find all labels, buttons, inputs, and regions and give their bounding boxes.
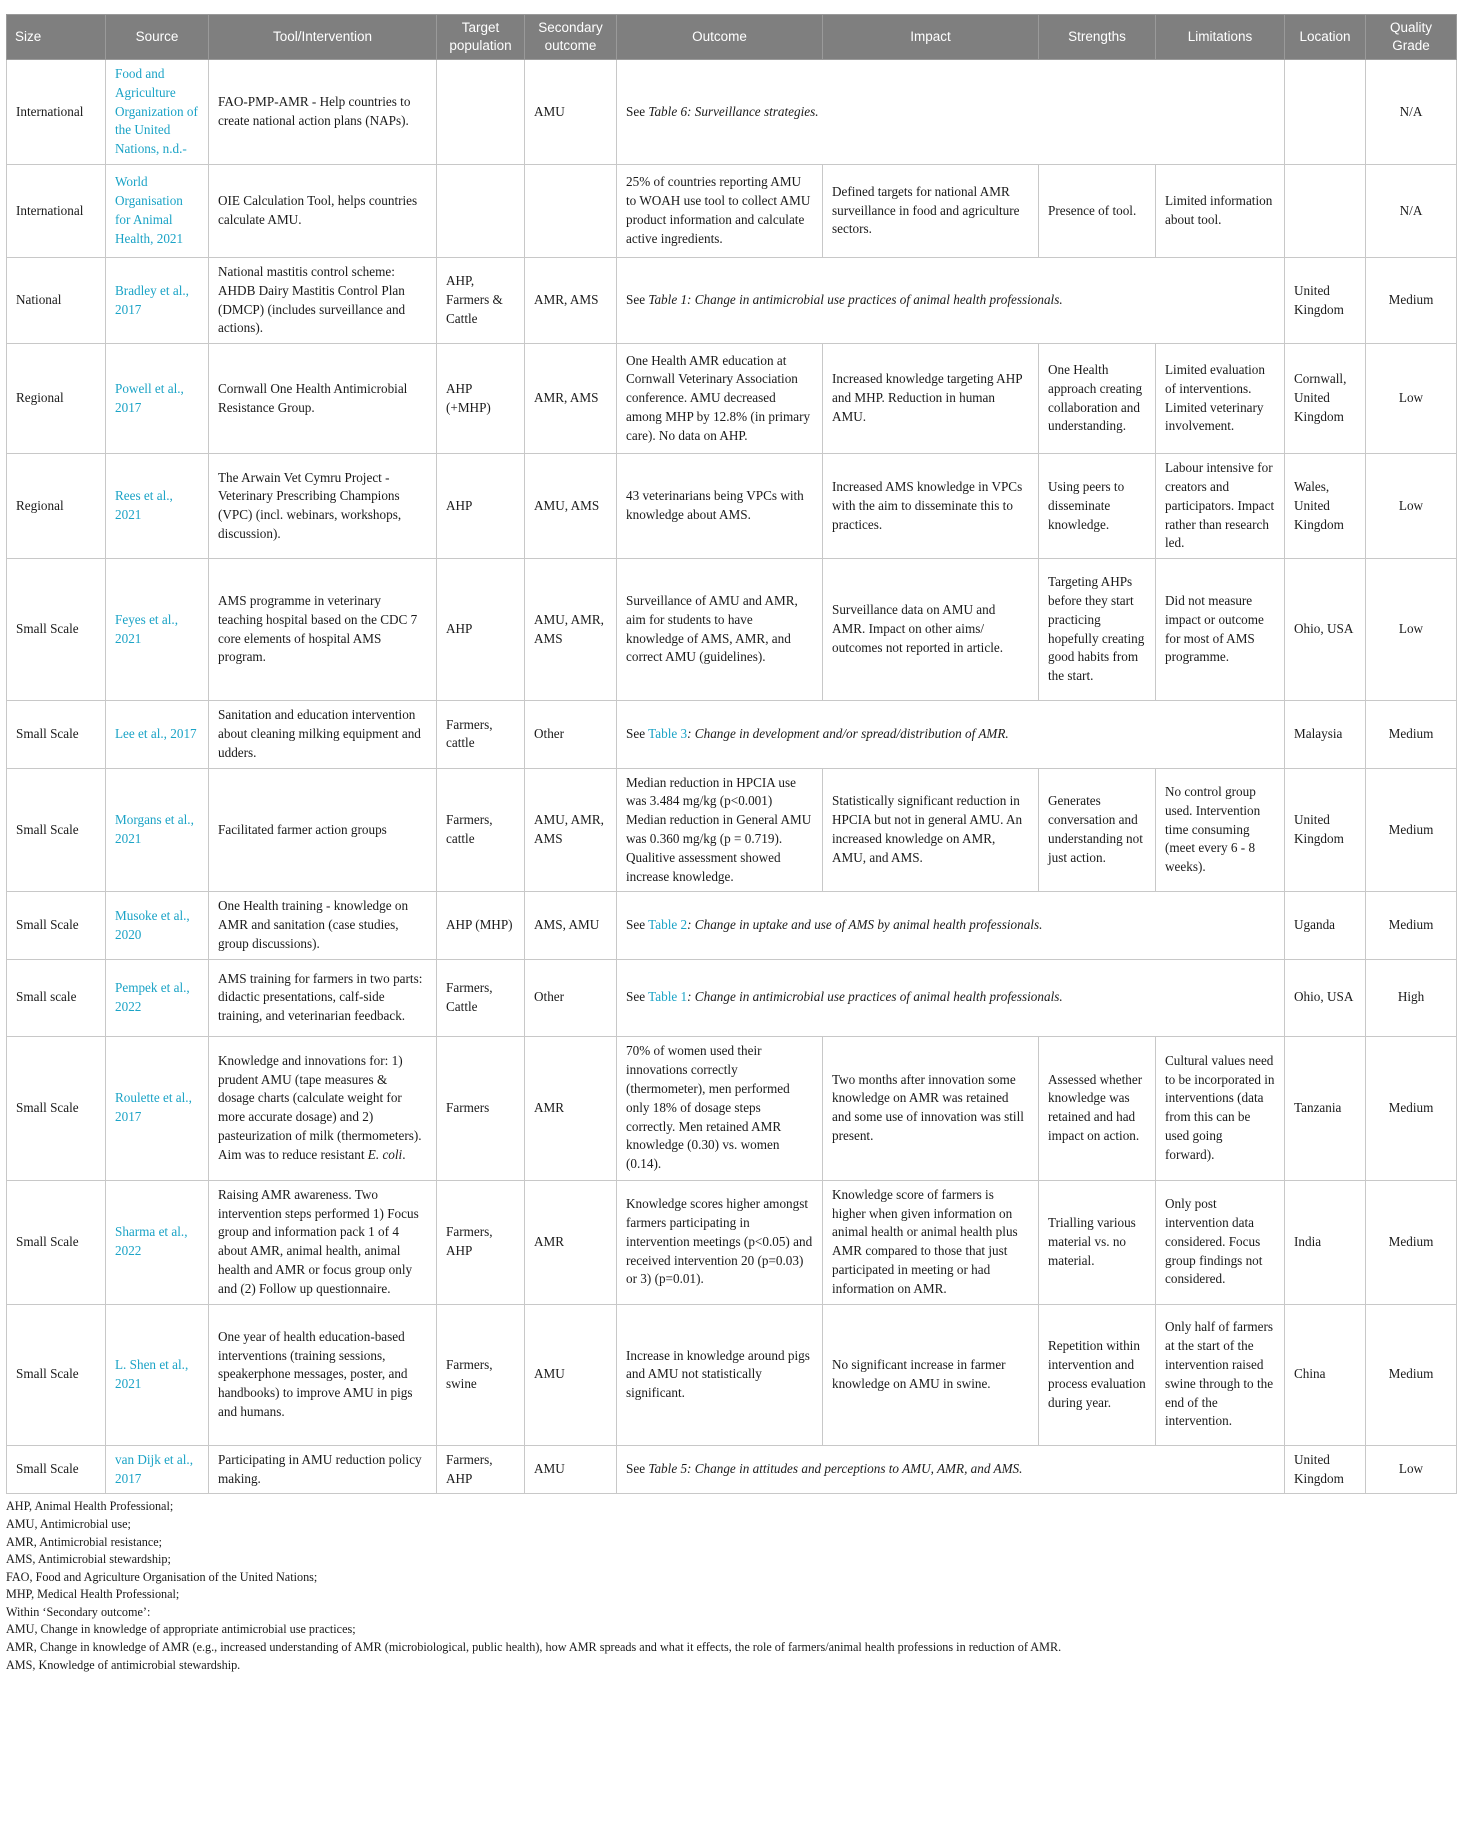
table-row — [7, 959, 1457, 1036]
strengths-cell: Repetition within intervention and process evaluation during year. — [1039, 1304, 1156, 1445]
location-cell — [1285, 60, 1366, 165]
size-cell: Small Scale — [7, 1445, 106, 1494]
see-prefix: See — [626, 1461, 649, 1477]
tool-cell: Facilitated farmer action groups — [209, 768, 437, 892]
outcome-cell: Median reduction in HPCIA use was 3.484 mg/kg (p<0.001) Median reduction in General AMU was 0.360 mg/kg (p = 0.719). Qualitive assessment showed increase knowledge. — [617, 768, 823, 892]
source-link[interactable]: Sharma et al., 2022 — [106, 1180, 209, 1304]
strengths-cell: One Health approach creating collaboration and understanding. — [1039, 344, 1156, 454]
secondary-outcome-cell: AMS, AMU — [525, 892, 617, 959]
size-cell: Small Scale — [7, 1036, 106, 1180]
table-reference-cell — [617, 959, 1285, 1036]
table-reference-text: Table 5: Change in attitudes and perceptions to AMU, AMR, and AMS. — [648, 1461, 1023, 1477]
table-row — [7, 257, 1457, 343]
secondary-outcome-cell: AMR, AMS — [525, 257, 617, 343]
limitations-cell: No control group used. Intervention time consuming (meet every 6 - 8 weeks). — [1156, 768, 1285, 892]
impact-cell: Defined targets for national AMR surveillance in food and agriculture sectors. — [823, 164, 1039, 257]
size-cell: National — [7, 257, 106, 343]
strengths-cell: Targeting AHPs before they start practicing hopefully creating good habits from the start. — [1039, 559, 1156, 701]
limitations-cell: Labour intensive for creators and participators. Impact rather than research led. — [1156, 454, 1285, 559]
tool-cell: Raising AMR awareness. Two intervention steps performed 1) Focus group and information pack 1 of 4 about AMR, animal health, animal health and AMR or focus group only and (2) Follow up questionnaire. — [209, 1180, 437, 1304]
outcome-cell: 25% of countries reporting AMU to WOAH use tool to collect AMU product information and calculate active ingredients. — [617, 164, 823, 257]
tool-cell: Participating in AMU reduction policy making. — [209, 1445, 437, 1494]
table-row — [7, 892, 1457, 959]
quality-grade-cell: N/A — [1366, 60, 1457, 165]
quality-grade-cell: High — [1366, 959, 1457, 1036]
location-cell: United Kingdom — [1285, 257, 1366, 343]
footnote-line: Within ‘Secondary outcome’: — [6, 1604, 151, 1619]
see-prefix: See — [626, 103, 649, 119]
table-reference-cell — [617, 892, 1285, 959]
footnote-line: MHP, Medical Health Professional; — [6, 1587, 180, 1602]
strengths-cell: Generates conversation and understanding not just action. — [1039, 768, 1156, 892]
source-link[interactable]: Rees et al., 2021 — [106, 454, 209, 559]
table-link[interactable]: Table 2 — [648, 917, 688, 933]
table-row — [7, 1180, 1457, 1304]
target-cell: AHP — [437, 559, 525, 701]
size-cell: Small Scale — [7, 1180, 106, 1304]
see-prefix: See — [626, 917, 649, 933]
tool-cell: Cornwall One Health Antimicrobial Resistance Group. — [209, 344, 437, 454]
table-row — [7, 701, 1457, 768]
source-link[interactable]: Food and Agriculture Organization of the United Nations, n.d.- — [106, 60, 209, 165]
size-cell: International — [7, 60, 106, 165]
tool-cell: One year of health education-based interventions (training sessions, speakerphone messages, poster, and handbooks) to improve AMU in pigs and humans. — [209, 1304, 437, 1445]
strengths-cell: Presence of tool. — [1039, 164, 1156, 257]
outcome-cell: One Health AMR education at Cornwall Veterinary Association conference. AMU decreased among MHP by 12.8% (in primary care). No data on AHP. — [617, 344, 823, 454]
target-cell — [437, 164, 525, 257]
table-row — [7, 1304, 1457, 1445]
size-cell: Regional — [7, 344, 106, 454]
source-link[interactable]: Roulette et al., 2017 — [106, 1036, 209, 1180]
target-cell: Farmers — [437, 1036, 525, 1180]
location-cell: United Kingdom — [1285, 768, 1366, 892]
tool-cell: One Health training - knowledge on AMR and sanitation (case studies, group discussions). — [209, 892, 437, 959]
document-page — [6, 14, 1456, 1674]
quality-grade-cell: N/A — [1366, 164, 1457, 257]
outcome-cell: 43 veterinarians being VPCs with knowledge about AMS. — [617, 454, 823, 559]
tool-cell: AMS programme in veterinary teaching hospital based on the CDC 7 core elements of hospital AMS program. — [209, 559, 437, 701]
tool-cell: Knowledge and innovations for: 1) prudent AMU (tape measures & dosage charts (calculate weight for more accurate dosage) and 2) pasteurization of milk (thermometers). Aim was to reduce resistant E. coli. — [209, 1036, 437, 1180]
strengths-cell: Assessed whether knowledge was retained and had impact on action. — [1039, 1036, 1156, 1180]
location-cell: Wales, United Kingdom — [1285, 454, 1366, 559]
outcome-cell: Knowledge scores higher amongst farmers participating in intervention meetings (p<0.05) and received intervention 20 (p=0.03) or 3) (p=0.01). — [617, 1180, 823, 1304]
header-tool: Tool/Intervention — [209, 15, 437, 60]
table-reference-cell — [617, 701, 1285, 768]
size-cell: Small Scale — [7, 701, 106, 768]
footnote-line: FAO, Food and Agriculture Organisation of the United Nations; — [6, 1569, 318, 1584]
see-prefix: See — [626, 292, 649, 308]
target-cell: AHP (MHP) — [437, 892, 525, 959]
impact-cell: Two months after innovation some knowledge on AMR was retained and some use of innovation was still present. — [823, 1036, 1039, 1180]
target-cell: Farmers, cattle — [437, 768, 525, 892]
table-reference-text: Table 6: Surveillance strategies. — [648, 103, 819, 119]
source-link[interactable]: Feyes et al., 2021 — [106, 559, 209, 701]
size-cell: Small Scale — [7, 1304, 106, 1445]
quality-grade-cell: Medium — [1366, 1036, 1457, 1180]
target-cell: AHP — [437, 454, 525, 559]
footnote-line: AMS, Knowledge of antimicrobial stewardship. — [6, 1657, 241, 1672]
target-cell: Farmers, swine — [437, 1304, 525, 1445]
quality-grade-cell: Medium — [1366, 892, 1457, 959]
outcome-cell: 70% of women used their innovations correctly (thermometer), men performed only 18% of dosage steps correctly. Men retained AMR knowledge (0.30) vs. women (0.14). — [617, 1036, 823, 1180]
location-cell — [1285, 164, 1366, 257]
size-cell: Small Scale — [7, 768, 106, 892]
tool-cell: AMS training for farmers in two parts: didactic presentations, calf-side training, and veterinarian feedback. — [209, 959, 437, 1036]
secondary-outcome-cell: AMU — [525, 60, 617, 165]
table-row — [7, 768, 1457, 892]
location-cell: Uganda — [1285, 892, 1366, 959]
table-row — [7, 1445, 1457, 1494]
table-row — [7, 454, 1457, 559]
tool-cell: FAO-PMP-AMR - Help countries to create national action plans (NAPs). — [209, 60, 437, 165]
header-size: Size — [7, 15, 106, 60]
secondary-outcome-cell — [525, 164, 617, 257]
table-reference-text: : Change in development and/or spread/distribution of AMR. — [687, 725, 1009, 741]
impact-cell: Increased knowledge targeting AHP and MHP. Reduction in human AMU. — [823, 344, 1039, 454]
footnote-line: AMR, Change in knowledge of AMR (e.g., increased understanding of AMR (microbiological, public health), how AMR spreads and what it effects, the role of farmers/animal health professions in reduction of AMR. — [6, 1640, 1062, 1655]
table-reference-text: : Change in antimicrobial use practices of animal health professionals. — [687, 989, 1063, 1005]
table-row — [7, 164, 1457, 257]
target-cell: AHP, Farmers & Cattle — [437, 257, 525, 343]
target-cell: Farmers, cattle — [437, 701, 525, 768]
table-reference-cell — [617, 1445, 1285, 1494]
header-outcome: Outcome — [617, 15, 823, 60]
species-name: E. coli — [367, 1146, 403, 1162]
size-cell: Small Scale — [7, 559, 106, 701]
table-row — [7, 1036, 1457, 1180]
header-grade: Quality Grade — [1366, 15, 1457, 60]
quality-grade-cell: Medium — [1366, 1180, 1457, 1304]
source-link[interactable]: Musoke et al., 2020 — [106, 892, 209, 959]
quality-grade-cell: Medium — [1366, 701, 1457, 768]
source-link[interactable]: World Organisation for Animal Health, 2021 — [106, 164, 209, 257]
header-target: Target population — [437, 15, 525, 60]
header-row — [7, 15, 1457, 60]
target-cell: Farmers, AHP — [437, 1180, 525, 1304]
table-reference-text: : Change in uptake and use of AMS by animal health professionals. — [687, 917, 1043, 933]
header-impact: Impact — [823, 15, 1039, 60]
tool-cell: The Arwain Vet Cymru Project - Veterinary Prescribing Champions (VPC) (incl. webinars, workshops, discussion). — [209, 454, 437, 559]
strengths-cell: Trialling various material vs. no material. — [1039, 1180, 1156, 1304]
secondary-outcome-cell: Other — [525, 701, 617, 768]
footnotes — [6, 1498, 1456, 1674]
secondary-outcome-cell: AMR — [525, 1180, 617, 1304]
table-reference-cell — [617, 257, 1285, 343]
secondary-outcome-cell: AMU, AMR, AMS — [525, 559, 617, 701]
secondary-outcome-cell: AMU — [525, 1304, 617, 1445]
limitations-cell: Cultural values need to be incorporated in interventions (data from this can be used going forward). — [1156, 1036, 1285, 1180]
table-row — [7, 559, 1457, 701]
table-link[interactable]: Table 1 — [648, 989, 688, 1005]
quality-grade-cell: Medium — [1366, 768, 1457, 892]
table-reference-cell — [617, 60, 1285, 165]
secondary-outcome-cell: AMR — [525, 1036, 617, 1180]
quality-grade-cell: Low — [1366, 344, 1457, 454]
footnote-line: AMS, Antimicrobial stewardship; — [6, 1552, 171, 1567]
location-cell: Tanzania — [1285, 1036, 1366, 1180]
table-reference-text: Table 1: Change in antimicrobial use practices of animal health professionals. — [648, 292, 1063, 308]
target-cell: AHP (+MHP) — [437, 344, 525, 454]
location-cell: Malaysia — [1285, 701, 1366, 768]
tool-cell: Sanitation and education intervention about cleaning milking equipment and udders. — [209, 701, 437, 768]
strengths-cell: Using peers to disseminate knowledge. — [1039, 454, 1156, 559]
size-cell: Small scale — [7, 959, 106, 1036]
table-body — [7, 60, 1457, 1494]
secondary-outcome-cell: AMU, AMS — [525, 454, 617, 559]
footnote-line: AMU, Change in knowledge of appropriate antimicrobial use practices; — [6, 1622, 356, 1637]
secondary-outcome-cell: AMR, AMS — [525, 344, 617, 454]
table-row — [7, 60, 1457, 165]
see-prefix: See — [626, 989, 649, 1005]
tool-cell: National mastitis control scheme: AHDB Dairy Mastitis Control Plan (DMCP) (includes surveillance and actions). — [209, 257, 437, 343]
limitations-cell: Only post intervention data considered. Focus group findings not considered. — [1156, 1180, 1285, 1304]
footnote-line: AMU, Antimicrobial use; — [6, 1516, 131, 1531]
tool-cell: OIE Calculation Tool, helps countries calculate AMU. — [209, 164, 437, 257]
limitations-cell: Limited information about tool. — [1156, 164, 1285, 257]
source-link[interactable]: Pempek et al., 2022 — [106, 959, 209, 1036]
target-cell: Farmers, Cattle — [437, 959, 525, 1036]
header-location: Location — [1285, 15, 1366, 60]
impact-cell: Surveillance data on AMU and AMR. Impact on other aims/ outcomes not reported in article. — [823, 559, 1039, 701]
impact-cell: No significant increase in farmer knowledge on AMU in swine. — [823, 1304, 1039, 1445]
source-link[interactable]: Morgans et al., 2021 — [106, 768, 209, 892]
source-link[interactable]: L. Shen et al., 2021 — [106, 1304, 209, 1445]
table-link[interactable]: Table 3 — [648, 725, 688, 741]
quality-grade-cell: Low — [1366, 1445, 1457, 1494]
target-cell: Farmers, AHP — [437, 1445, 525, 1494]
size-cell: Regional — [7, 454, 106, 559]
size-cell: Small Scale — [7, 892, 106, 959]
footnote-line: AMR, Antimicrobial resistance; — [6, 1534, 163, 1549]
header-secondary: Secondary outcome — [525, 15, 617, 60]
limitations-cell: Only half of farmers at the start of the intervention raised swine through to the end of the intervention. — [1156, 1304, 1285, 1445]
quality-grade-cell: Low — [1366, 454, 1457, 559]
limitations-cell: Did not measure impact or outcome for most of AMS programme. — [1156, 559, 1285, 701]
secondary-outcome-cell: Other — [525, 959, 617, 1036]
location-cell: Ohio, USA — [1285, 959, 1366, 1036]
location-cell: Cornwall, United Kingdom — [1285, 344, 1366, 454]
size-cell: International — [7, 164, 106, 257]
outcome-cell: Increase in knowledge around pigs and AMU not statistically significant. — [617, 1304, 823, 1445]
secondary-outcome-cell: AMU, AMR, AMS — [525, 768, 617, 892]
secondary-outcome-cell: AMU — [525, 1445, 617, 1494]
impact-cell: Statistically significant reduction in HPCIA but not in general AMU. An increased knowledge on AMR, AMU, and AMS. — [823, 768, 1039, 892]
location-cell: Ohio, USA — [1285, 559, 1366, 701]
table-row — [7, 344, 1457, 454]
quality-grade-cell: Medium — [1366, 257, 1457, 343]
source-link[interactable]: Bradley et al., 2017 — [106, 257, 209, 343]
location-cell: China — [1285, 1304, 1366, 1445]
quality-grade-cell: Low — [1366, 559, 1457, 701]
source-link[interactable]: van Dijk et al., 2017 — [106, 1445, 209, 1494]
location-cell: United Kingdom — [1285, 1445, 1366, 1494]
target-cell — [437, 60, 525, 165]
quality-grade-cell: Medium — [1366, 1304, 1457, 1445]
see-prefix: See — [626, 725, 649, 741]
source-link[interactable]: Powell et al., 2017 — [106, 344, 209, 454]
header-source: Source — [106, 15, 209, 60]
outcome-cell: Surveillance of AMU and AMR, aim for students to have knowledge of AMS, AMR, and correct AMU (guidelines). — [617, 559, 823, 701]
source-link[interactable]: Lee et al., 2017 — [106, 701, 209, 768]
header-limitations: Limitations — [1156, 15, 1285, 60]
interventions-table — [6, 14, 1457, 1494]
header-strengths: Strengths — [1039, 15, 1156, 60]
limitations-cell: Limited evaluation of interventions. Limited veterinary involvement. — [1156, 344, 1285, 454]
impact-cell: Increased AMS knowledge in VPCs with the aim to disseminate this to practices. — [823, 454, 1039, 559]
location-cell: India — [1285, 1180, 1366, 1304]
footnote-line: AHP, Animal Health Professional; — [6, 1499, 174, 1514]
impact-cell: Knowledge score of farmers is higher when given information on animal health or animal health plus AMR compared to those that just participated in meeting or had information on AMR. — [823, 1180, 1039, 1304]
